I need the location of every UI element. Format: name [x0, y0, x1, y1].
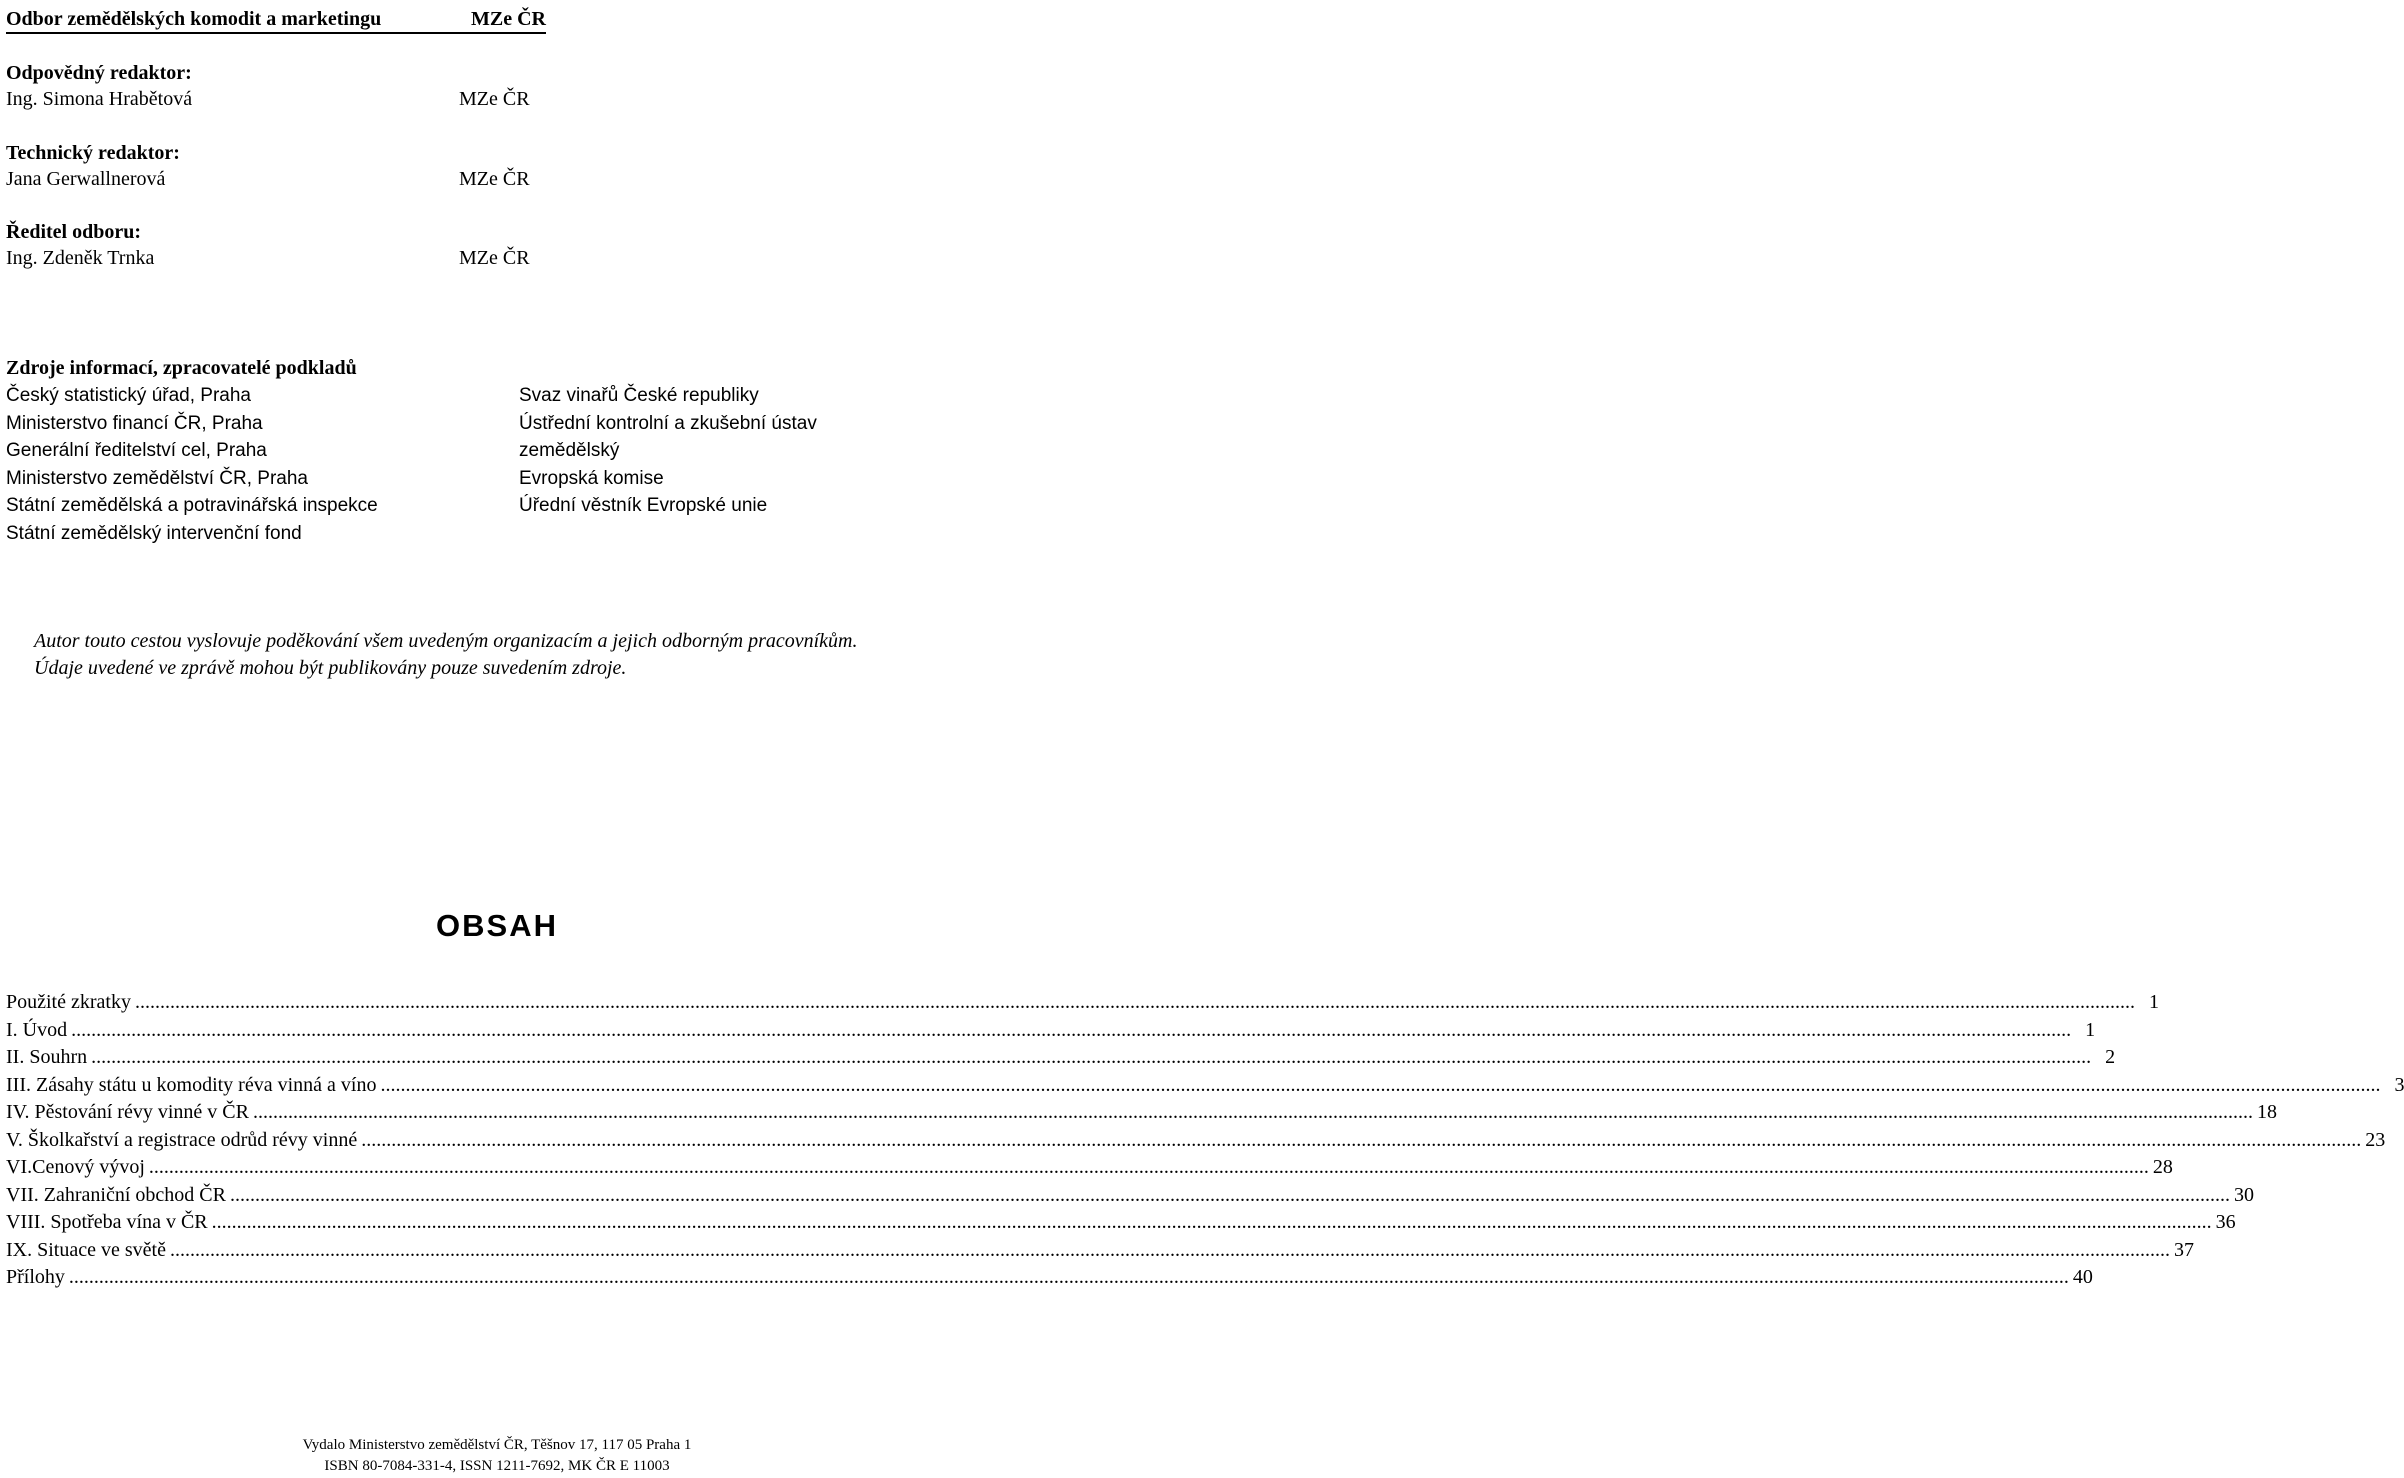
department-name: Odbor zemědělských komodit a marketingu	[6, 8, 382, 30]
toc-item-world-situation[interactable]	[6, 1237, 2194, 1265]
sources-title: Zdroje informací, zpracovatelé podkladů	[6, 357, 357, 379]
toc-item-page: 30	[2233, 1183, 2254, 1206]
responsible-editor-name: Ing. Simona Hrabětová	[6, 88, 193, 110]
toc-item-title: IV. Pěstování révy vinné v ČR	[6, 1101, 249, 1123]
source-item: Úřední věstník Evropské unie	[519, 495, 768, 516]
table-of-contents	[6, 989, 2404, 1292]
director-role: Ředitel odboru:	[6, 221, 141, 243]
isbn-line: ISBN 80-7084-331-4, ISSN 1211-7692, MK ČR E 11003	[324, 1458, 670, 1474]
toc-item-consumption[interactable]	[6, 1209, 2236, 1237]
toc-item-prices[interactable]	[6, 1154, 2173, 1182]
toc-leader: ................................................................................................................................................................................................................................................................................................................................................................................................................	[252, 1101, 2253, 1123]
technical-editor-role: Technický redaktor:	[6, 142, 180, 164]
toc-leader: ................................................................................................................................................................................................................................................................................................................................................................................................................	[71, 1018, 2072, 1041]
toc-item-page: 37	[2173, 1238, 2194, 1261]
acknowledgement-citation: Údaje uvedené ve zprávě mohou být publikovány pouze suvedením zdroje.	[34, 657, 627, 679]
toc-leader: ................................................................................................................................................................................................................................................................................................................................................................................................................	[361, 1128, 2362, 1151]
acknowledgement-thanks: Autor touto cestou vyslovuje poděkování všem uvedeným organizacím a jejich odborným pracovníkům.	[34, 630, 858, 652]
source-item: Ústřední kontrolní a zkušební ústav	[519, 412, 817, 434]
toc-item-page: 23	[2365, 1128, 2386, 1151]
sources-right-list	[519, 382, 817, 520]
toc-item-page: 36	[2215, 1211, 2236, 1233]
toc-item-introduction[interactable]	[6, 1017, 2096, 1045]
responsible-editor-org: MZe ČR	[459, 88, 530, 110]
toc-item-page: 18	[2256, 1101, 2277, 1123]
department-header	[6, 6, 546, 34]
toc-leader: ................................................................................................................................................................................................................................................................................................................................................................................................................	[211, 1211, 2212, 1233]
director-org: MZe ČR	[459, 247, 530, 269]
toc-item-page: 40	[2072, 1266, 2093, 1288]
acknowledgement	[6, 628, 960, 682]
publisher-line: Vydalo Ministerstvo zemědělství ČR, Těšnov 17, 117 05 Praha 1	[302, 1437, 692, 1453]
source-item: Svaz vinařů České republiky	[519, 385, 759, 406]
source-item: Český statistický úřad, Praha	[6, 385, 251, 406]
toc-item-appendices[interactable]	[6, 1264, 2093, 1292]
toc-item-title: III. Zásahy státu u komodity réva vinná a víno	[6, 1073, 377, 1096]
sources-left-list	[6, 382, 378, 547]
toc-item-title: VII. Zahraniční obchod ČR	[6, 1183, 226, 1206]
toc-item-cultivation[interactable]	[6, 1099, 2277, 1127]
toc-item-page: 1	[2148, 991, 2159, 1013]
toc-item-page: 28	[2152, 1156, 2173, 1178]
contents-title: OBSAH	[436, 908, 558, 943]
source-item: Evropská komise	[519, 467, 664, 489]
source-item: Ministerstvo financí ČR, Praha	[6, 412, 263, 434]
toc-item-title: Přílohy	[6, 1266, 65, 1288]
toc-item-title: VI.Cenový vývoj	[6, 1156, 145, 1178]
toc-leader: ................................................................................................................................................................................................................................................................................................................................................................................................................	[91, 1046, 2092, 1068]
toc-leader: ................................................................................................................................................................................................................................................................................................................................................................................................................	[68, 1266, 2069, 1288]
source-item: Státní zemědělský intervenční fond	[6, 522, 302, 544]
toc-item-abbreviations[interactable]	[6, 989, 2159, 1017]
department-org: MZe ČR	[471, 8, 546, 30]
toc-item-state-intervention[interactable]	[6, 1072, 2404, 1100]
toc-leader: ................................................................................................................................................................................................................................................................................................................................................................................................................	[169, 1238, 2170, 1261]
toc-item-title: VIII. Spotřeba vína v ČR	[6, 1211, 208, 1233]
toc-item-title: V. Školkařství a registrace odrůd révy vinné	[6, 1128, 358, 1151]
technical-editor-org: MZe ČR	[459, 168, 530, 190]
director-name: Ing. Zdeněk Trnka	[6, 247, 155, 269]
toc-item-title: II. Souhrn	[6, 1046, 88, 1068]
toc-leader: ................................................................................................................................................................................................................................................................................................................................................................................................................	[229, 1183, 2230, 1206]
technical-editor-name: Jana Gerwallnerová	[6, 168, 166, 190]
toc-leader: ................................................................................................................................................................................................................................................................................................................................................................................................................	[134, 991, 2135, 1013]
toc-item-summary[interactable]	[6, 1044, 2116, 1072]
toc-leader: ................................................................................................................................................................................................................................................................................................................................................................................................................	[380, 1073, 2381, 1096]
toc-item-page: 3	[2394, 1073, 2404, 1096]
toc-item-foreign-trade[interactable]	[6, 1182, 2254, 1210]
source-item: Státní zemědělská a potravinářská inspekce	[6, 495, 378, 516]
toc-item-page: 2	[2105, 1046, 2116, 1068]
toc-item-title: IX. Situace ve světě	[6, 1238, 166, 1261]
toc-item-nursery[interactable]	[6, 1127, 2386, 1155]
toc-item-title: I. Úvod	[6, 1018, 68, 1041]
toc-leader: ................................................................................................................................................................................................................................................................................................................................................................................................................	[148, 1156, 2149, 1178]
source-item: Generální ředitelství cel, Praha	[6, 440, 267, 461]
source-item: zemědělský	[519, 440, 620, 461]
responsible-editor-role: Odpovědný redaktor:	[6, 62, 192, 84]
toc-item-page: 1	[2085, 1018, 2096, 1041]
toc-item-title: Použité zkratky	[6, 991, 131, 1013]
source-item: Ministerstvo zemědělství ČR, Praha	[6, 467, 308, 489]
